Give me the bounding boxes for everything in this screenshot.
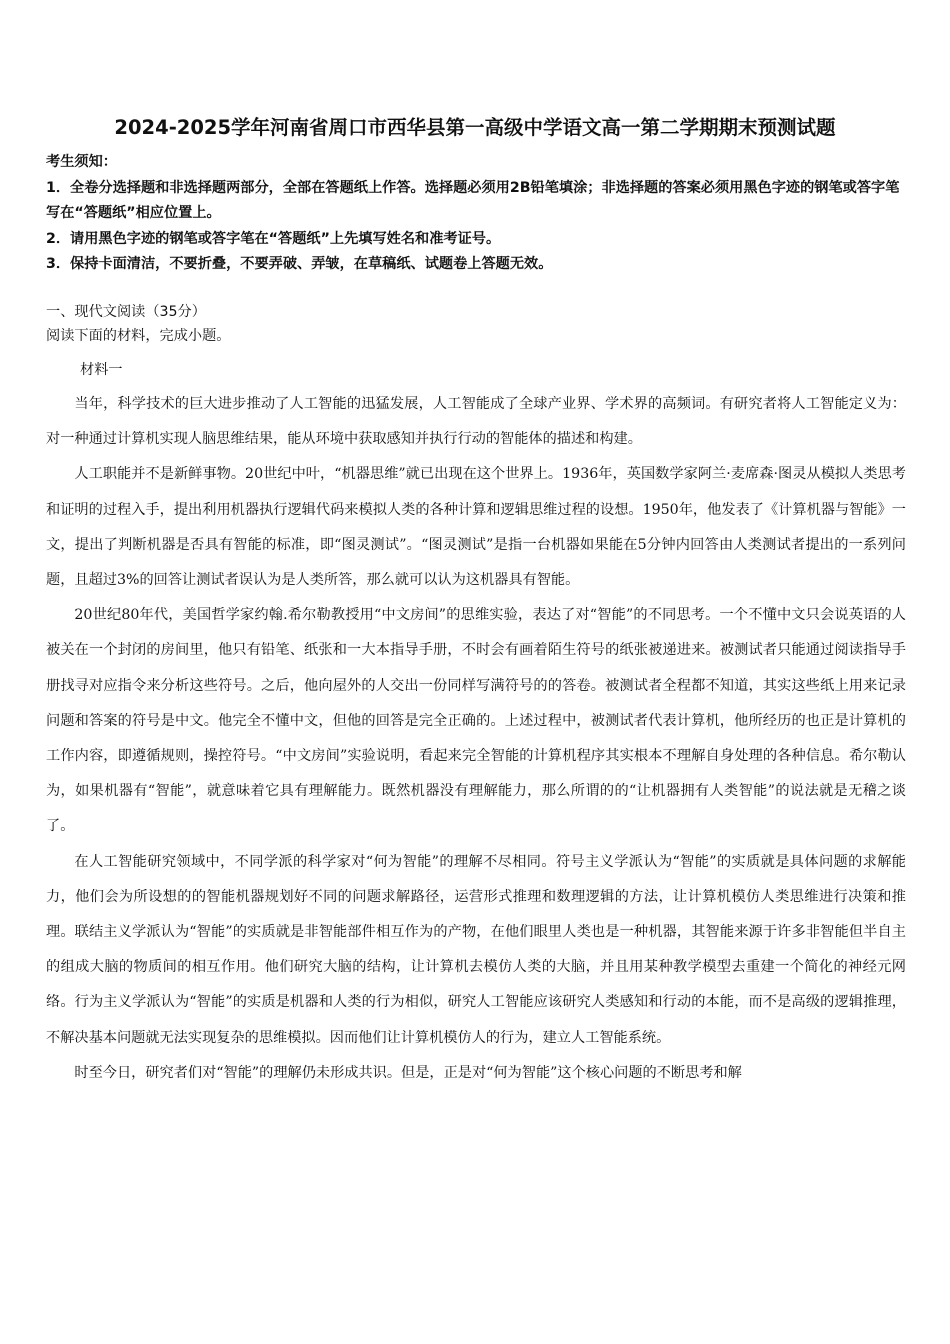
notice-heading: 考生须知： [46,154,117,170]
candidate-notice [46,150,908,278]
passage-paragraph-5: 时至今日，研究者们对“智能”的理解仍未形成共识。但是，正是对“何为智能”这个核心问题的不断思考和解 [74,1064,742,1081]
reading-passage [46,387,906,1091]
section-heading: 一、现代文阅读（35分） [46,304,206,320]
material-label: 材料一 [80,362,123,378]
passage-paragraph-1: 当年，科学技术的巨大进步推动了人工智能的迅猛发展，人工智能成了全球产业界、学术界的高频词。有研究者将人工智能定义为：对一种通过计算机实现人脑思维结果，能从环境中获取感知并执行行动的智能体的描述和构建。 [46,396,906,448]
notice-item-3: 3．保持卡面清洁，不要折叠，不要弄破、弄皱，在草稿纸、试题卷上答题无效。 [46,256,553,272]
passage-paragraph-2: 人工职能并不是新鲜事物。20世纪中叶，“机器思维”就已出现在这个世界上。1936年，英国数学家阿兰·麦席森·图灵从模拟人类思考和证明的过程入手，提出利用机器执行逻辑代码来模拟人类的各种计算和逻辑思维过程的设想。1950年，他发表了《计算机器与智能》一文，提出了判断机器是否具有智能的标准，即“图灵测试”。“图灵测试”是指一台机器如果能在5分钟内回答由人类测试者提出的一系列问题，且超过3%的回答让测试者误认为是人类所答，那么就可以认为这机器具有智能。 [46,466,906,589]
passage-paragraph-3: 20世纪80年代，美国哲学家约翰.希尔勒教授用“中文房间”的思维实验，表达了对“智能”的不同思考。一个不懂中文只会说英语的人被关在一个封闭的房间里，他只有铅笔、纸张和一大本指导手册，不时会有画着陌生符号的纸张被递进来。被测试者只能通过阅读指导手册找寻对应指令来分析这些符号。之后，他向屋外的人交出一份同样写满符号的的答卷。被测试者全程都不知道，其实这些纸上用来记录问题和答案的符号是中文。他完全不懂中文，但他的回答是完全正确的。上述过程中，被测试者代表计算机，他所经历的也正是计算机的工作内容，即遵循规则，操控符号。“中文房间”实验说明，看起来完全智能的计算机程序其实根本不理解自身处理的各种信息。希尔勒认为，如果机器有“智能”，就意味着它具有理解能力。既然机器没有理解能力，那么所谓的的“让机器拥有人类智能”的说法就是无稽之谈了。 [46,607,906,835]
notice-item-1: 1．全卷分选择题和非选择题两部分，全部在答题纸上作答。选择题必须用2B铅笔填涂；非选择题的答案必须用黑色字迹的钢笔或答字笔写在“答题纸”相应位置上。 [46,179,900,221]
passage-paragraph-4: 在人工智能研究领域中，不同学派的科学家对“何为智能”的理解不尽相同。符号主义学派认为“智能”的实质就是具体问题的求解能力，他们会为所设想的的智能机器规划好不同的问题求解路径，运营形式推理和数理逻辑的方法，让计算机模仿人类思维进行决策和推理。联结主义学派认为“智能”的实质就是非智能部件相互作为的产物，在他们眼里人类也是一种机器，其智能来源于许多非智能但半自主的组成大脑的物质间的相互作用。他们研究大脑的结构，让计算机去模仿人类的大脑，并且用某种教学模型去重建一个简化的神经元网络。行为主义学派认为“智能”的实质是机器和人类的行为相似，研究人工智能应该研究人类感知和行动的本能，而不是高级的逻辑推理，不解决基本问题就无法实现复杂的思维模拟。因而他们让计算机模仿人的行为，建立人工智能系统。 [46,853,906,1046]
section-instruction: 阅读下面的材料，完成小题。 [46,328,231,344]
exam-title: 2024-2025学年河南省周口市西华县第一高级中学语文高一第二学期期末预测试题 [114,116,836,139]
notice-item-2: 2．请用黑色字迹的钢笔或答字笔在“答题纸”上先填写姓名和准考证号。 [46,230,501,247]
